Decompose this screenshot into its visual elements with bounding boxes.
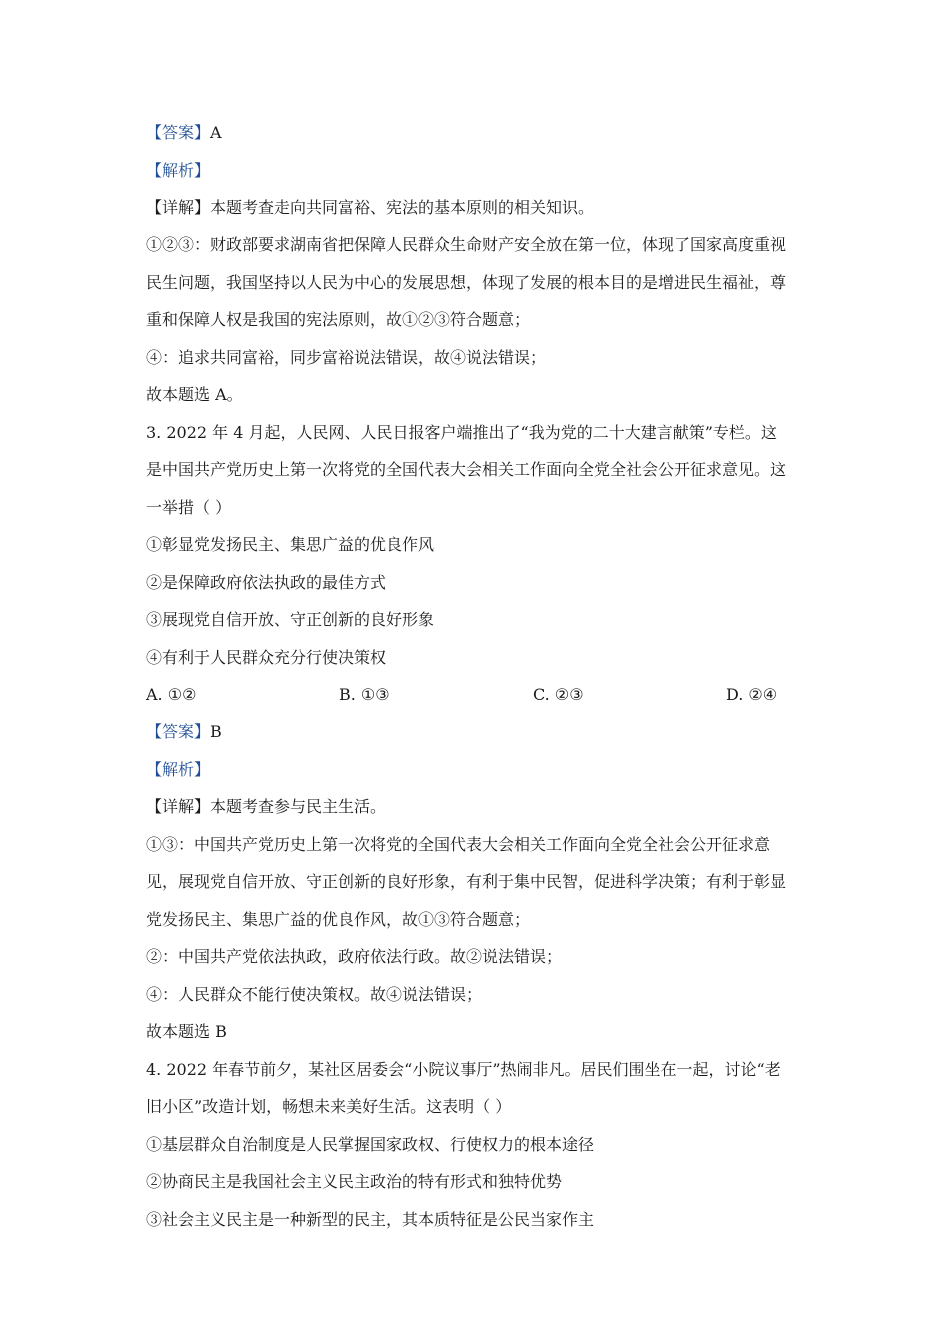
q3-text-line: 见，展现党自信开放、守正创新的良好形象，有利于集中民智，促进科学决策；有利于彰显	[146, 872, 787, 891]
q3-stem-line: 是中国共产党历史上第一次将党的全国代表大会相关工作面向全党全社会公开征求意见。这	[146, 460, 787, 479]
q3-analysis-tag: 【解析】	[146, 760, 211, 779]
q4-stem-line: 4. 2022 年春节前夕，某社区居委会“小院议事厅”热闹非凡。居民们围坐在一起，讨论“老	[146, 1060, 781, 1079]
q3-detail-line	[146, 796, 386, 818]
q2-analysis-tag: 【解析】	[146, 161, 211, 180]
q4-statement: ①基层群众自治制度是人民掌握国家政权、行使权力的根本途径	[146, 1135, 595, 1154]
q3-option-b: B. ①③	[339, 685, 390, 704]
q2-text-line: 故本题选 A。	[146, 385, 243, 404]
q3-option-a: A. ①②	[146, 685, 197, 704]
q3-text-line: ②：中国共产党依法执政，政府依法行政。故②说法错误；	[146, 947, 563, 966]
q3-statement: ④有利于人民群众充分行使决策权	[146, 648, 387, 667]
answer-value: B	[210, 722, 222, 741]
q3-text-line: 党发扬民主、集思广益的优良作风，故①③符合题意；	[146, 910, 531, 929]
q2-answer-line	[146, 122, 222, 144]
answer-tag: 【答案】	[146, 123, 211, 142]
detail-tag: 【详解】	[146, 797, 211, 816]
q3-stem-line: 一举措（ ）	[146, 498, 232, 517]
answer-value: A	[210, 123, 222, 142]
q3-text-line: 故本题选 B	[146, 1022, 227, 1041]
q3-statement: ③展现党自信开放、守正创新的良好形象	[146, 610, 435, 629]
q4-statement: ③社会主义民主是一种新型的民主，其本质特征是公民当家作主	[146, 1210, 595, 1229]
q4-statement: ②协商民主是我国社会主义民主政治的特有形式和独特优势	[146, 1172, 563, 1191]
q2-text-line: ①②③：财政部要求湖南省把保障人民群众生命财产安全放在第一位，体现了国家高度重视	[146, 235, 787, 254]
q2-text-line: 重和保障人权是我国的宪法原则，故①②③符合题意；	[146, 310, 531, 329]
q3-answer-line	[146, 721, 222, 743]
q3-option-c: C. ②③	[533, 685, 584, 704]
q3-text-line: ①③：中国共产党历史上第一次将党的全国代表大会相关工作面向全党全社会公开征求意	[146, 835, 771, 854]
q3-stem-line: 3. 2022 年 4 月起，人民网、人民日报客户端推出了“我为党的二十大建言献策”专栏。这	[146, 423, 777, 442]
q3-statement: ②是保障政府依法执政的最佳方式	[146, 573, 387, 592]
q3-text-line: ④：人民群众不能行使决策权。故④说法错误；	[146, 985, 483, 1004]
q4-stem-line: 旧小区”改造计划，畅想未来美好生活。这表明（ ）	[146, 1097, 512, 1116]
q2-text-line: ④：追求共同富裕，同步富裕说法错误，故④说法错误；	[146, 348, 547, 367]
answer-tag: 【答案】	[146, 722, 211, 741]
detail-tag: 【详解】	[146, 198, 211, 217]
detail-text: 本题考查走向共同富裕、宪法的基本原则的相关知识。	[210, 198, 595, 217]
q2-text-line: 民生问题，我国坚持以人民为中心的发展思想，体现了发展的根本目的是增进民生福祉，尊	[146, 273, 787, 292]
q3-option-d: D. ②④	[726, 685, 778, 704]
q2-detail-line	[146, 197, 594, 219]
detail-text: 本题考查参与民主生活。	[210, 797, 387, 816]
q3-statement: ①彰显党发扬民主、集思广益的优良作风	[146, 535, 435, 554]
